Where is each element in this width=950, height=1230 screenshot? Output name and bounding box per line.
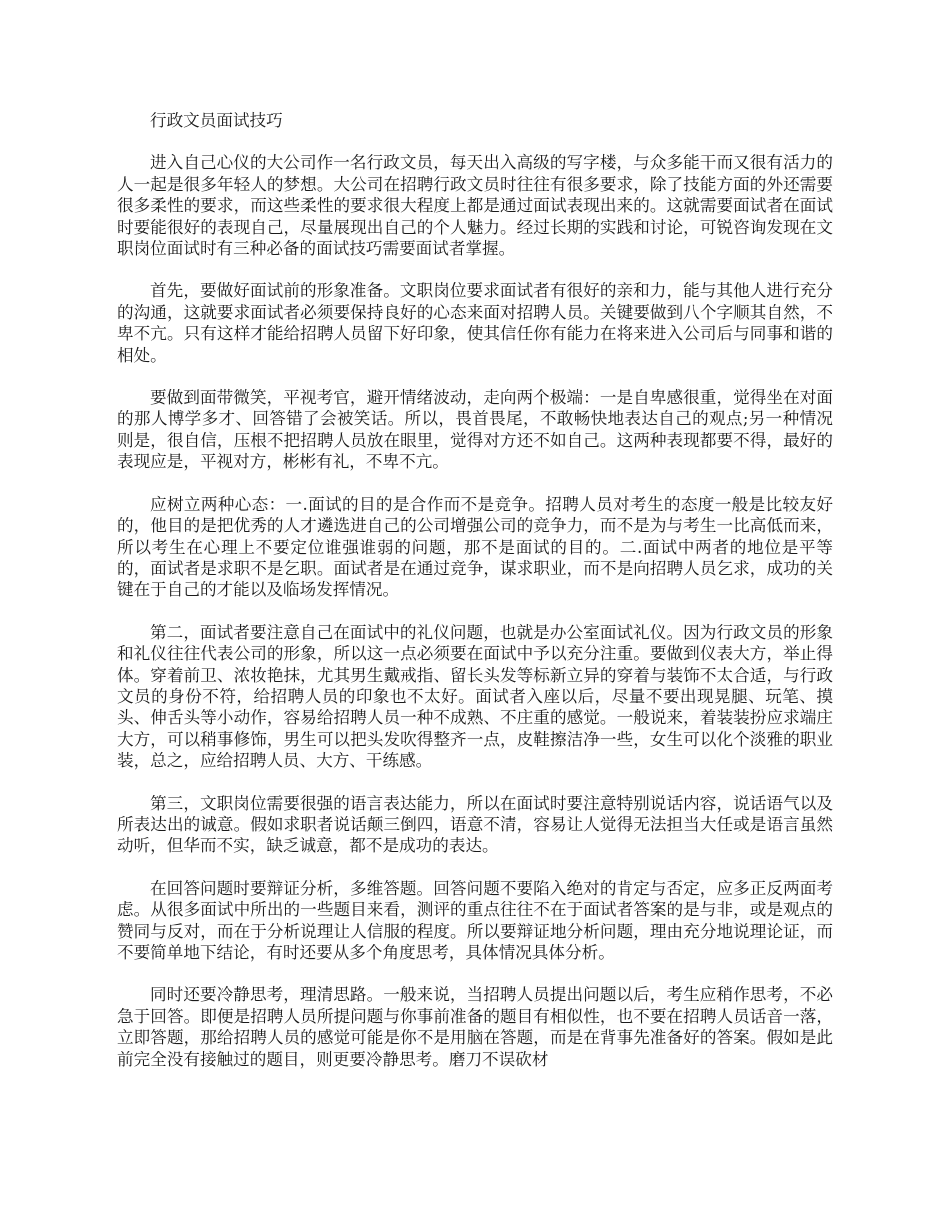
paragraph-third-point: 第三，文职岗位需要很强的语言表达能力，所以在面试时要注意特别说话内容，说话语气以及所表达出的诚意。假如求职者说话颠三倒四，语意不清，容易让人觉得无法担当大任或是语言虽然动听，但华而不实，缺乏诚意，都不是成功的表达。 — [117, 793, 833, 856]
paragraph-second-point: 第二，面试者要注意自己在面试中的礼仪问题，也就是办公室面试礼仪。因为行政文员的形象和礼仪往往代表公司的形象，所以这一点必须要在面试中予以充分注重。要做到仪表大方，举止得体。穿着前卫、浓妆艳抹，尤其男生戴戒指、留长头发等标新立异的穿着与装饰不太合适，与行政文员的身份不符，给招聘人员的印象也不太好。面试者入座以后，尽量不要出现晃腿、玩笔、摸头、伸舌头等小动作，容易给招聘人员一种不成熟、不庄重的感觉。一般说来，着装装扮应求端庄大方，可以稍事修饰，男生可以把头发吹得整齐一点，皮鞋擦洁净一些，女生可以化个淡雅的职业装，总之，应给招聘人员、大方、干练感。 — [117, 622, 833, 771]
paragraph-intro: 进入自己心仪的大公司作一名行政文员，每天出入高级的写字楼，与众多能干而又很有活力的人一起是很多年轻人的梦想。大公司在招聘行政文员时往往有很多要求，除了技能方面的外还需要很多柔性的要求，而这些柔性的要求很大程度上都是通过面试表现出来的。这就需要面试者在面试时要能很好的表现自己，尽量展现出自己的个人魅力。经过长期的实践和讨论，可锐咨询发现在文职岗位面试时有三种必备的面试技巧需要面试者掌握。 — [117, 153, 833, 259]
document-title: 行政文员面试技巧 — [150, 111, 283, 130]
paragraph-dialectical-answer: 在回答问题时要辩证分析，多维答题。回答问题不要陷入绝对的肯定与否定，应多正反两面考虑。从很多面试中所出的一些题目来看，测评的重点往往不在于面试者答案的是与非，或是观点的赞同与反对，而在于分析说理让人信服的程度。所以要辩证地分析问题，理由充分地说理论证，而不要简单地下结论，有时还要从多个角度思考，具体情况具体分析。 — [117, 878, 833, 962]
document-page — [117, 110, 833, 1070]
paragraph-calm-thinking: 同时还要冷静思考，理清思路。一般来说，当招聘人员提出问题以后，考生应稍作思考，不必急于回答。即便是招聘人员所提问题与你事前准备的题目有相似性，也不要在招聘人员话音一落，立即答题，那给招聘人员的感觉可能是你不是用脑在答题，而是在背事先准备好的答案。假如是此前完全没有接触过的题目，则更要冷静思考。磨刀不误砍材 — [117, 985, 833, 1069]
paragraph-smile-advice: 要做到面带微笑，平视考官，避开情绪波动，走向两个极端：一是自卑感很重，觉得坐在对面的那人博学多才、回答错了会被笑话。所以，畏首畏尾，不敢畅快地表达自己的观点;另一种情况则是，很自信，压根不把招聘人员放在眼里，觉得对方还不如自己。这两种表现都要不得，最好的表现应是，平视对方，彬彬有礼，不卑不亢。 — [117, 388, 833, 472]
paragraph-two-mindsets: 应树立两种心态：一.面试的目的是合作而不是竞争。招聘人员对考生的态度一般是比较友好的，他目的是把优秀的人才遴选进自己的公司增强公司的竞争力，而不是为与考生一比高低而来，所以考生在心理上不要定位谁强谁弱的问题，那不是面试的目的。二.面试中两者的地位是平等的，面试者是求职不是乞职。面试者是在通过竞争，谋求职业，而不是向招聘人员乞求，成功的关键在于自己的才能以及临场发挥情况。 — [117, 494, 833, 600]
paragraph-first-point: 首先，要做好面试前的形象准备。文职岗位要求面试者有很好的亲和力，能与其他人进行充分的沟通，这就要求面试者必须要保持良好的心态来面对招聘人员。关键要做到八个字顺其自然，不卑不亢。只有这样才能给招聘人员留下好印象，使其信任你有能力在将来进入公司后与同事和谐的相处。 — [117, 281, 833, 365]
